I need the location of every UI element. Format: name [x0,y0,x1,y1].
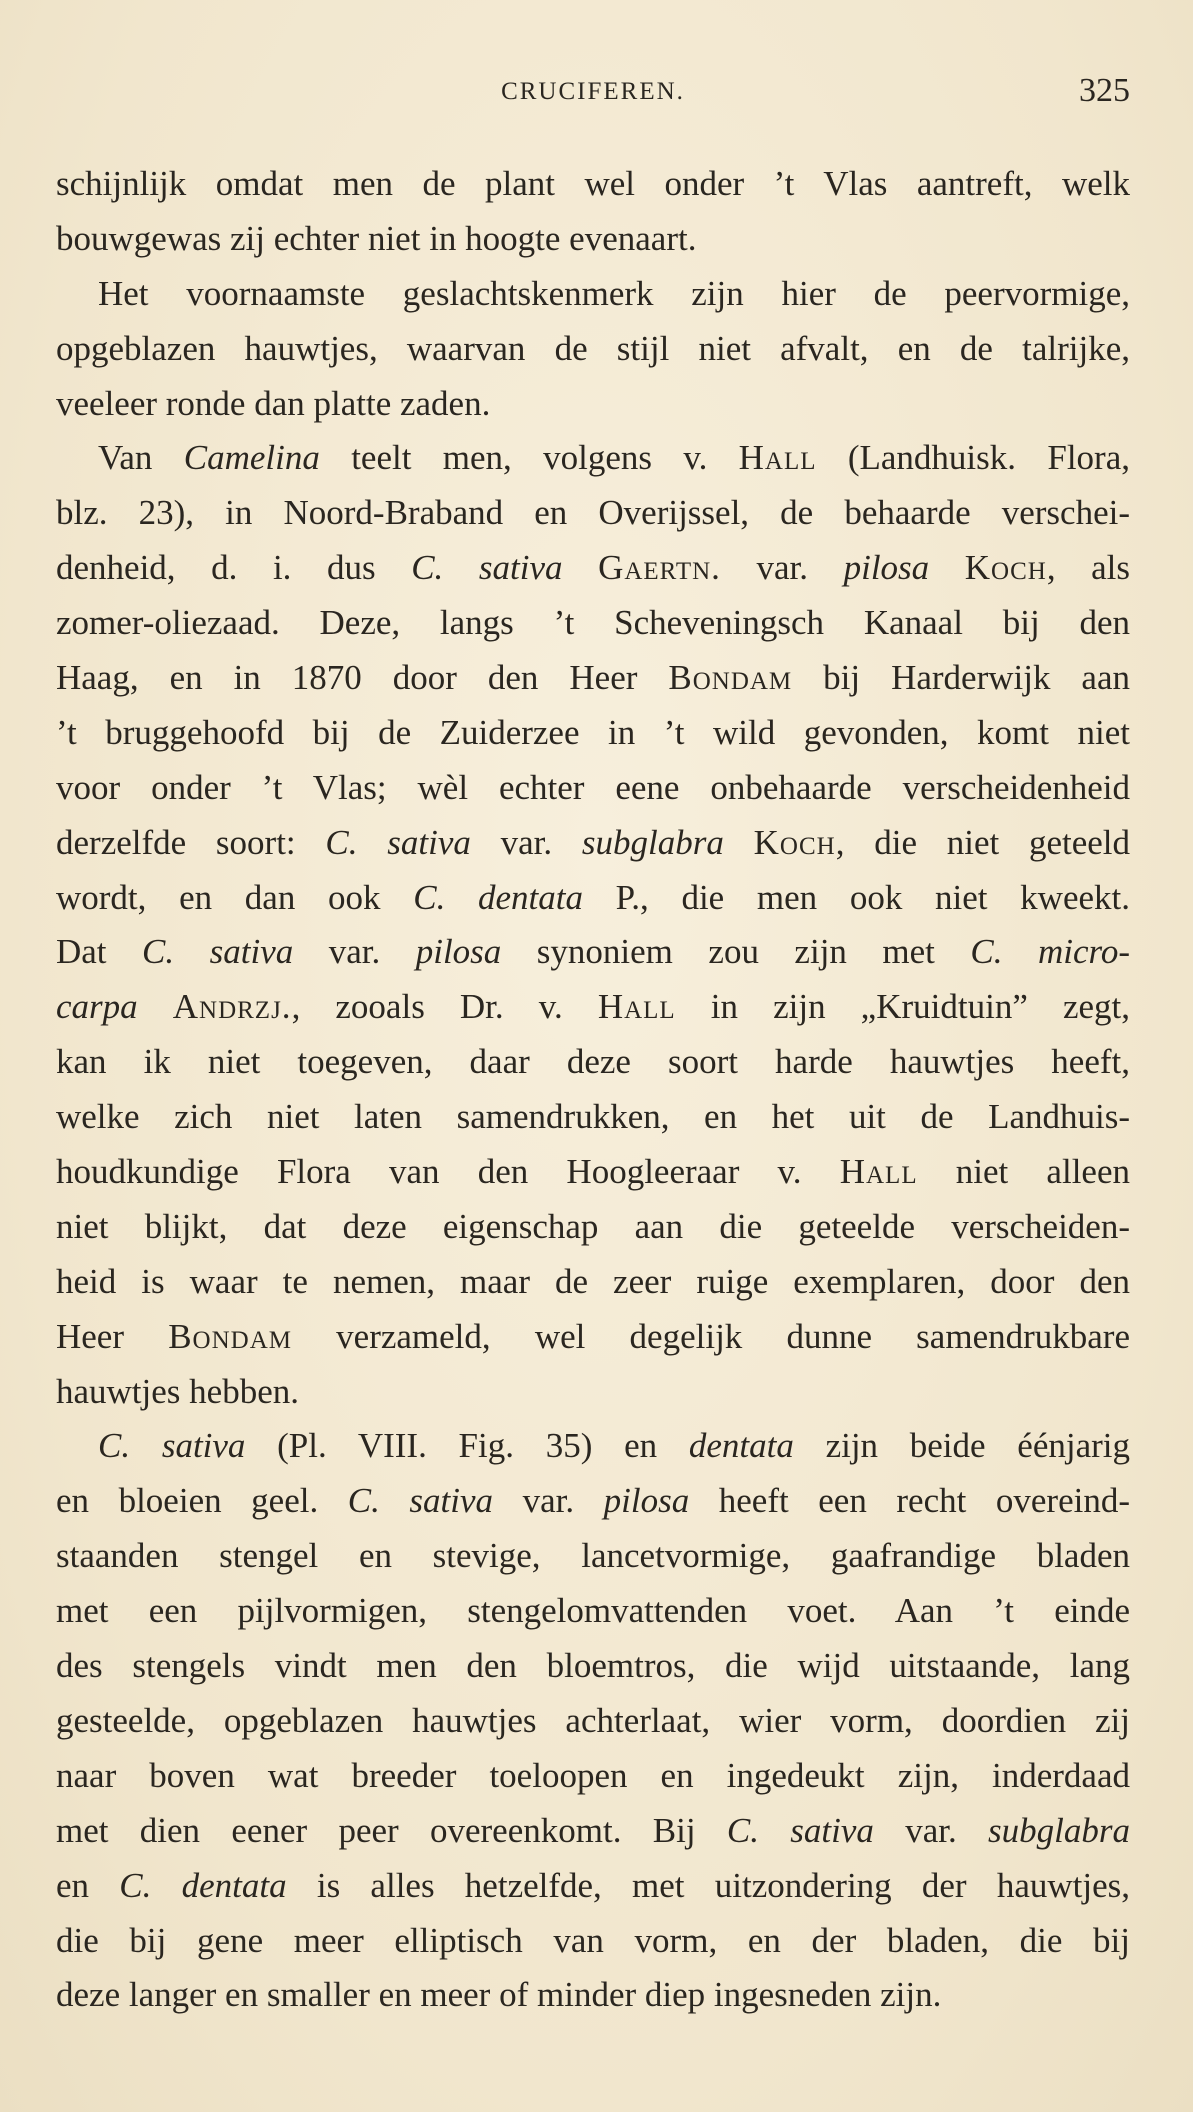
text-run: var. [493,1481,604,1521]
text-line [56,377,1130,432]
text-line [56,925,1130,980]
person-name: Bondam [668,658,793,698]
text-run: synoniem zou zijn met [501,932,971,972]
text-run: Haag, en in 1870 door den Heer [56,658,669,698]
text-run: teelt men, volgens v. [319,438,739,478]
text-run: Van [98,438,184,478]
text-run: blz. 23), in Noord-Braband en Overijssel, de behaarde verschei- [56,493,1130,533]
text-run: met een pijlvormigen, stengelomvattenden voet. Aan ’t einde [56,1591,1130,1631]
text-line [56,1584,1130,1639]
species-name: C. sativa [98,1426,246,1466]
text-line [56,816,1130,871]
variety-name: subglabra [581,822,724,862]
text-run: schijnlijk omdat men de plant wel onder ’t Vlas aantreft, welk [56,164,1130,203]
text-run: derzelfde soort: [56,822,326,862]
text-line [56,1749,1130,1804]
text-run: , als [1046,548,1131,588]
text-run: denheid, d. i. dus [56,548,412,588]
text-run [929,548,965,587]
text-run: Heer [56,1316,169,1356]
species-name: C. sativa [325,822,471,862]
text-line [56,1914,1130,1969]
text-line [56,1145,1130,1200]
text-run: en bloeien geel. [56,1481,348,1521]
text-run: voor onder ’t Vlas; wèl echter eene onbehaarde verscheidenheid [56,767,1130,807]
text-run: in zijn „Kruidtuin” zegt, [675,987,1130,1027]
text-line [56,1090,1130,1145]
text-line [56,322,1130,377]
text-run [724,823,754,862]
text-run: var. [720,548,844,588]
text-line [56,486,1130,541]
author-name: Andrzj. [172,987,292,1027]
species-name: C. sativa [726,1810,874,1850]
species-name: carpa [56,987,138,1027]
text-run: Het voornaamste geslachtskenmerk zijn hier de peervormige, [98,273,1130,313]
text-line [56,1035,1130,1090]
text-run: bij Harderwijk aan [792,658,1130,698]
text-line [56,651,1130,706]
text-run: zomer-oliezaad. Deze, langs ’t Scheveningsch Kanaal bij den [56,603,1130,643]
text-line [56,541,1130,596]
running-title: CRUCIFEREN. [501,78,685,105]
text-run: niet blijkt, dat deze eigenschap aan die geteelde verscheiden- [56,1206,1130,1246]
text-run: naar boven wat breeder toeloopen en ingedeukt zijn, inderdaad [56,1755,1130,1795]
species-name: C. sativa [142,932,294,972]
text-line [56,157,1130,212]
paragraph-start-line [56,267,1130,322]
text-run: (Pl. VIII. Fig. 35) en [245,1426,689,1466]
species-name: dentata [688,1426,794,1466]
author-name: Hall [738,438,817,478]
author-name: Gaertn. [598,548,721,588]
text-run: var. [873,1810,989,1850]
genus-name: Camelina [183,438,320,478]
text-line [56,1859,1130,1914]
text-run: var. [470,822,582,862]
text-run: bouwgewas zij echter niet in hoogte evenaart. [56,218,697,258]
species-name: C. micro- [970,932,1130,972]
text-line [56,596,1130,651]
text-line [56,212,1130,267]
text-line [56,1310,1130,1365]
text-run: houdkundige Flora van den Hoogleeraar v. [56,1152,840,1192]
text-line [56,1255,1130,1310]
text-line [56,761,1130,816]
text-run: met dien eener peer overeenkomt. Bij [56,1810,727,1850]
variety-name: pilosa [843,548,930,588]
text-run: heid is waar te nemen, maar de zeer ruige exemplaren, door den [56,1261,1130,1301]
text-run: niet alleen [917,1152,1130,1192]
text-line [56,1529,1130,1584]
text-run: Dat [56,932,143,972]
author-name: Hall [597,987,676,1027]
variety-name: pilosa [603,1481,690,1521]
text-run: , zooals Dr. v. [291,987,598,1027]
author-name: Hall [839,1152,918,1192]
species-name: C. sativa [347,1481,494,1521]
text-run: P., die men ook niet kweekt. [582,877,1130,917]
variety-name: subglabra [988,1810,1130,1850]
text-run: , die niet geteeld [835,822,1131,862]
text-run: opgeblazen hauwtjes, waarvan de stijl niet afvalt, en de talrijke, [56,328,1130,368]
text-run: zijn beide éénjarig [793,1426,1130,1466]
text-run: en [56,1865,120,1905]
text-line [56,1474,1130,1529]
page-header [56,68,1130,128]
text-line [56,1639,1130,1694]
text-line [56,1694,1130,1749]
text-line [56,1968,1130,2023]
variety-name: pilosa [415,932,502,972]
text-run: heeft een recht overeind- [689,1481,1130,1521]
text-line [56,980,1130,1035]
species-name: C. dentata [119,1865,287,1905]
text-run: des stengels vindt men den bloemtros, die wijd uitstaande, lang [56,1646,1130,1686]
text-line [56,1200,1130,1255]
author-name: Koch [753,822,836,862]
text-run: ’t bruggehoofd bij de Zuiderzee in ’t wild gevonden, komt niet [56,712,1130,752]
text-run: is alles hetzelfde, met uitzondering der hauwtjes, [286,1865,1130,1905]
text-run: hauwtjes hebben. [56,1371,299,1411]
text-run: staanden stengel en stevige, lancetvormige, gaafrandige bladen [56,1536,1130,1576]
species-name: C. sativa [411,548,563,588]
text-run: var. [293,932,416,972]
species-name: C. dentata [413,877,583,917]
text-run: welke zich niet laten samendrukken, en het uit de Landhuis- [56,1097,1130,1137]
text-run: veeleer ronde dan platte zaden. [56,383,491,423]
text-run [138,987,173,1026]
text-line [56,1365,1130,1420]
text-run: verzameld, wel degelijk dunne samendrukbare [291,1316,1130,1356]
text-line [56,871,1130,926]
text-run: wordt, en dan ook [56,877,414,917]
text-line [56,1804,1130,1859]
text-run: die bij gene meer elliptisch van vorm, en der bladen, die bij [56,1920,1130,1960]
text-run [562,548,598,587]
text-run: kan ik niet toegeven, daar deze soort harde hauwtjes heeft, [56,1042,1130,1082]
text-run: gesteelde, opgeblazen hauwtjes achterlaat, wier vorm, doordien zij [56,1700,1130,1740]
paragraph-start-line [56,1419,1130,1474]
page-number: 325 [1079,72,1130,109]
text-line [56,706,1130,761]
text-run: deze langer en smaller en meer of minder diep ingesneden zijn. [56,1975,942,2015]
paragraph-start-line [56,431,1130,486]
body-text [56,157,1130,2023]
author-name: Koch [964,548,1047,588]
person-name: Bondam [168,1316,292,1356]
text-run: (Landhuisk. Flora, [816,438,1130,478]
